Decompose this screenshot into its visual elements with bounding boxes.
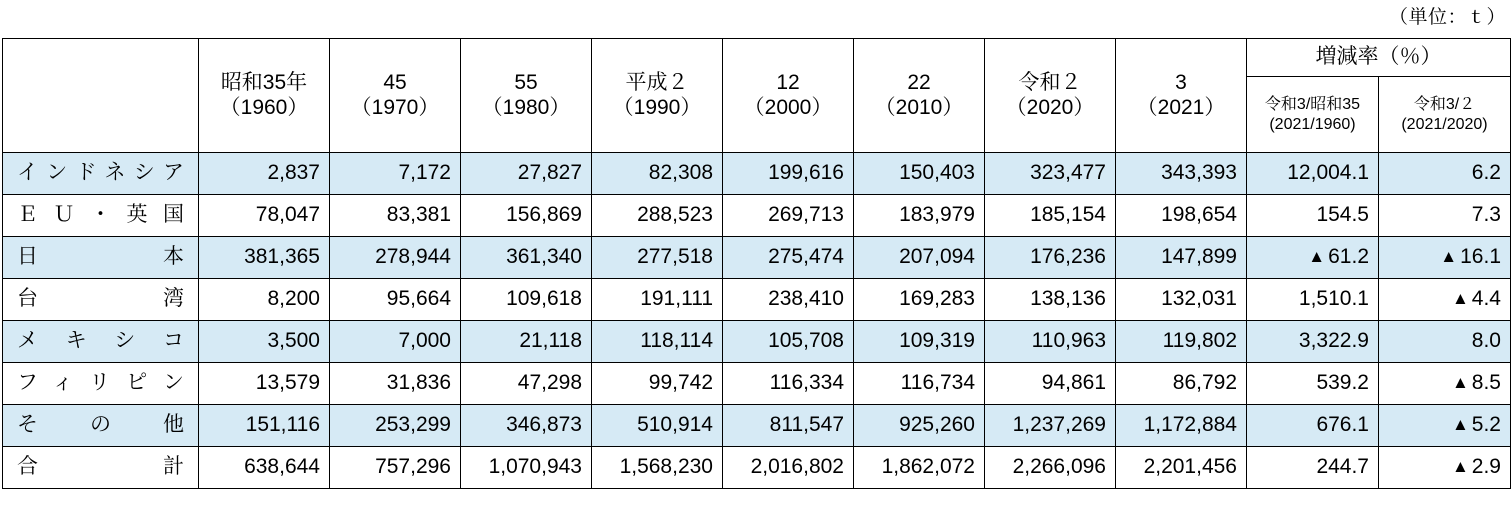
cell-rate [1247, 363, 1379, 405]
year-label-line1: 22 [907, 71, 931, 95]
table-row-total [3, 447, 1511, 489]
cell-value: 8,200 [199, 279, 330, 321]
cell-value: 361,340 [461, 237, 592, 279]
column-header-year-6 [985, 39, 1116, 153]
rate-value: 8.5 [1471, 371, 1501, 395]
cell-value: 510,914 [592, 405, 723, 447]
decrease-triangle-icon: ▲ [1308, 247, 1326, 267]
cell-value: 147,899 [1116, 237, 1247, 279]
rate-value: 12,004.1 [1287, 161, 1369, 185]
row-label: メキシコ [3, 321, 199, 363]
cell-value: 1,862,072 [854, 447, 985, 489]
rate-value: 2.9 [1471, 455, 1501, 479]
cell-value: 83,381 [330, 195, 461, 237]
cell-value: 207,094 [854, 237, 985, 279]
cell-rate [1247, 447, 1379, 489]
cell-value: 323,477 [985, 153, 1116, 195]
cell-value: 7,172 [330, 153, 461, 195]
column-header-year-7 [1116, 39, 1247, 153]
rate-value: 5.2 [1471, 413, 1501, 437]
rate-value: 539.2 [1316, 371, 1369, 395]
column-header-year-1 [330, 39, 461, 153]
cell-value: 253,299 [330, 405, 461, 447]
year-label-line2: （2000） [743, 95, 833, 119]
cell-rate [1247, 279, 1379, 321]
cell-value: 638,644 [199, 447, 330, 489]
decrease-triangle-icon: ▲ [1451, 373, 1469, 393]
cell-value: 138,136 [985, 279, 1116, 321]
table-header [3, 39, 1511, 153]
decrease-triangle-icon: ▲ [1451, 415, 1469, 435]
year-label-line2: （2010） [874, 95, 964, 119]
cell-value: 169,283 [854, 279, 985, 321]
cell-value: 86,792 [1116, 363, 1247, 405]
column-header-rate-1 [1379, 77, 1511, 153]
cell-value: 78,047 [199, 195, 330, 237]
cell-value: 132,031 [1116, 279, 1247, 321]
row-label: 日本 [3, 237, 199, 279]
column-header-year-3 [592, 39, 723, 153]
table-row [3, 195, 1511, 237]
trade-statistics-table [2, 38, 1511, 489]
cell-value: 150,403 [854, 153, 985, 195]
column-header-year-4 [723, 39, 854, 153]
cell-value: 27,827 [461, 153, 592, 195]
cell-value: 346,873 [461, 405, 592, 447]
decrease-triangle-icon: ▲ [1440, 247, 1458, 267]
rate-value: 154.5 [1316, 203, 1369, 227]
cell-value: 176,236 [985, 237, 1116, 279]
year-label-line2: （1980） [481, 95, 571, 119]
column-header-year-5 [854, 39, 985, 153]
cell-rate [1247, 237, 1379, 279]
cell-rate [1379, 279, 1511, 321]
year-label-line2: （1970） [350, 95, 440, 119]
cell-rate [1247, 321, 1379, 363]
cell-value: 109,618 [461, 279, 592, 321]
column-header-year-0 [199, 39, 330, 153]
year-label-line2: （2020） [1005, 95, 1095, 119]
rate-value: 676.1 [1316, 413, 1369, 437]
table-row [3, 153, 1511, 195]
rate-value: 1,510.1 [1298, 287, 1369, 311]
table-row [3, 279, 1511, 321]
cell-value: 95,664 [330, 279, 461, 321]
rate-label-line2: (2021/1960) [1269, 115, 1356, 133]
decrease-triangle-icon: ▲ [1451, 289, 1469, 309]
cell-value: 119,802 [1116, 321, 1247, 363]
column-header-rate-0 [1247, 77, 1379, 153]
table-row [3, 363, 1511, 405]
cell-value: 183,979 [854, 195, 985, 237]
row-label: その他 [3, 405, 199, 447]
rate-value: 7.3 [1471, 203, 1501, 227]
table-body [3, 153, 1511, 489]
cell-value: 21,118 [461, 321, 592, 363]
cell-rate [1379, 237, 1511, 279]
cell-value: 1,172,884 [1116, 405, 1247, 447]
row-label: フィリピン [3, 363, 199, 405]
cell-value: 278,944 [330, 237, 461, 279]
cell-value: 277,518 [592, 237, 723, 279]
cell-value: 1,568,230 [592, 447, 723, 489]
year-label-line1: 45 [383, 71, 407, 95]
rate-value: 244.7 [1316, 455, 1369, 479]
year-label-line1: 令和２ [1018, 71, 1082, 95]
cell-value: 275,474 [723, 237, 854, 279]
year-label-line1: 12 [776, 71, 800, 95]
year-label-line2: （1960） [219, 95, 309, 119]
cell-value: 109,319 [854, 321, 985, 363]
cell-value: 118,114 [592, 321, 723, 363]
cell-rate [1379, 363, 1511, 405]
year-label-line1: 3 [1175, 71, 1187, 95]
cell-value: 185,154 [985, 195, 1116, 237]
year-label-line2: （1990） [612, 95, 702, 119]
year-label-line1: 昭和35年 [220, 71, 308, 95]
cell-value: 151,116 [199, 405, 330, 447]
cell-value: 2,837 [199, 153, 330, 195]
cell-rate [1379, 447, 1511, 489]
cell-value: 99,742 [592, 363, 723, 405]
table-row [3, 405, 1511, 447]
cell-value: 110,963 [985, 321, 1116, 363]
cell-value: 13,579 [199, 363, 330, 405]
cell-value: 288,523 [592, 195, 723, 237]
cell-value: 82,308 [592, 153, 723, 195]
row-label: ＥＵ・英国 [3, 195, 199, 237]
cell-rate [1247, 405, 1379, 447]
cell-value: 3,500 [199, 321, 330, 363]
rate-value: 8.0 [1471, 329, 1501, 353]
row-label: インドネシア [3, 153, 199, 195]
cell-rate [1379, 195, 1511, 237]
header-corner-blank [3, 39, 199, 153]
cell-rate [1247, 195, 1379, 237]
cell-value: 269,713 [723, 195, 854, 237]
year-label-line1: 55 [514, 71, 538, 95]
cell-value: 2,016,802 [723, 447, 854, 489]
row-label: 合計 [3, 447, 199, 489]
cell-value: 2,201,456 [1116, 447, 1247, 489]
rate-label-line2: (2021/2020) [1401, 115, 1488, 133]
cell-value: 156,869 [461, 195, 592, 237]
cell-value: 116,734 [854, 363, 985, 405]
cell-value: 1,070,943 [461, 447, 592, 489]
cell-value: 7,000 [330, 321, 461, 363]
year-label-line1: 平成２ [625, 71, 689, 95]
cell-rate [1379, 321, 1511, 363]
rate-value: 61.2 [1328, 245, 1369, 269]
cell-value: 381,365 [199, 237, 330, 279]
cell-value: 191,111 [592, 279, 723, 321]
cell-value: 343,393 [1116, 153, 1247, 195]
rate-label-line1: 令和3/昭和35 [1264, 95, 1361, 113]
cell-value: 198,654 [1116, 195, 1247, 237]
row-label: 台湾 [3, 279, 199, 321]
rate-value: 16.1 [1460, 245, 1501, 269]
rate-value: 6.2 [1471, 161, 1501, 185]
cell-rate [1247, 153, 1379, 195]
cell-value: 2,266,096 [985, 447, 1116, 489]
cell-value: 757,296 [330, 447, 461, 489]
cell-value: 116,334 [723, 363, 854, 405]
column-header-rate-group: 増減率（％） [1247, 39, 1511, 77]
cell-value: 199,616 [723, 153, 854, 195]
decrease-triangle-icon: ▲ [1451, 457, 1469, 477]
column-header-year-2 [461, 39, 592, 153]
cell-value: 811,547 [723, 405, 854, 447]
cell-value: 925,260 [854, 405, 985, 447]
rate-value: 4.4 [1471, 287, 1501, 311]
cell-value: 1,237,269 [985, 405, 1116, 447]
cell-value: 105,708 [723, 321, 854, 363]
rate-value: 3,322.9 [1298, 329, 1369, 353]
cell-value: 94,861 [985, 363, 1116, 405]
year-label-line2: （2021） [1136, 95, 1226, 119]
cell-rate [1379, 405, 1511, 447]
table-row [3, 237, 1511, 279]
rate-label-line1: 令和3/２ [1413, 95, 1476, 113]
table-row [3, 321, 1511, 363]
cell-value: 238,410 [723, 279, 854, 321]
cell-value: 31,836 [330, 363, 461, 405]
cell-rate [1379, 153, 1511, 195]
cell-value: 47,298 [461, 363, 592, 405]
unit-note: （単位：ｔ） [1388, 7, 1506, 28]
